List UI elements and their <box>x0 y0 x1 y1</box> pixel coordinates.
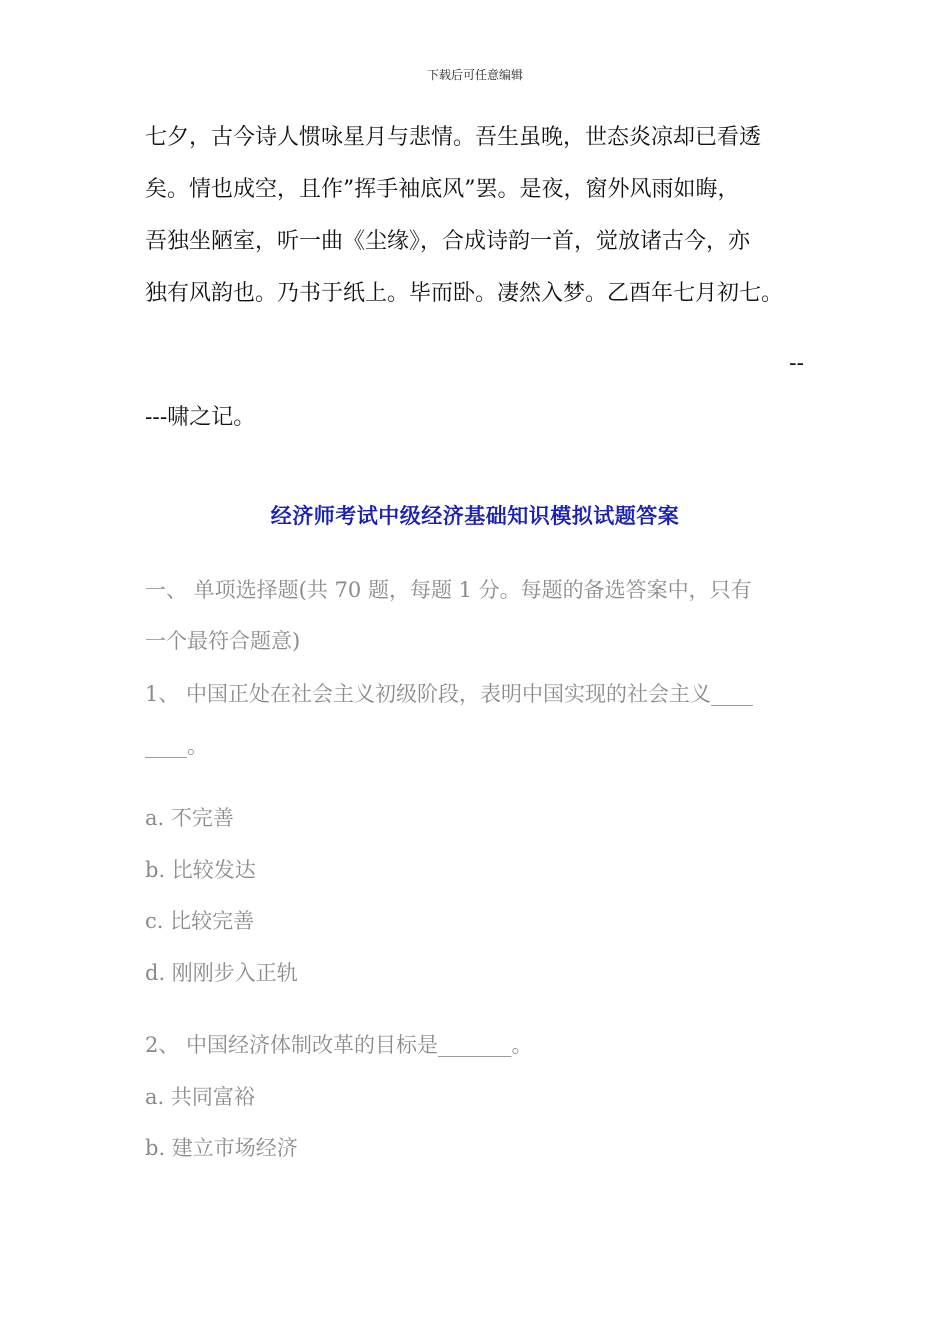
question-1-stem-line1: 1、 中国正处在社会主义初级阶段，表明中国实现的社会主义____ <box>145 682 754 706</box>
section-heading-line2: 一个最符合题意) <box>145 629 301 653</box>
question-1-option-b: b. 比较发达 <box>145 858 256 882</box>
question-2-option-b: b. 建立市场经济 <box>145 1136 298 1160</box>
question-2-option-a: a. 共同富裕 <box>145 1085 255 1109</box>
preface-line: 吾独坐陋室，听一曲《尘缘》，合成诗韵一首，觉放诸古今，亦 <box>145 229 751 254</box>
signature-dash: -- <box>789 351 804 376</box>
preface-line: 七夕，古今诗人惯咏星月与悲情。吾生虽晚，世态炎凉却已看透 <box>145 125 762 150</box>
question-1-stem-line2: ____。 <box>145 734 208 758</box>
question-1-option-d: d. 刚刚步入正轨 <box>145 961 298 985</box>
section-heading-line1: 一、 单项选择题(共 70 题，每题 1 分。每题的备选答案中，只有 <box>145 578 752 602</box>
preface-line: 矣。情也成空，且作”挥手袖底风”罢。是夜，窗外风雨如晦， <box>145 177 740 202</box>
question-1-option-c: c. 比较完善 <box>145 909 255 933</box>
signature-name: ---啸之记。 <box>145 405 256 430</box>
question-1-option-a: a. 不完善 <box>145 806 234 830</box>
document-title: 经济师考试中级经济基础知识模拟试题答案 <box>270 503 680 528</box>
question-2-stem: 2、 中国经济体制改革的目标是_______。 <box>145 1033 533 1057</box>
preface-line: 独有风韵也。乃书于纸上。毕而卧。凄然入梦。乙酉年七月初七。 <box>145 281 784 306</box>
page-header: 下载后可任意编辑 <box>426 68 523 82</box>
preface-paragraph <box>145 112 810 320</box>
